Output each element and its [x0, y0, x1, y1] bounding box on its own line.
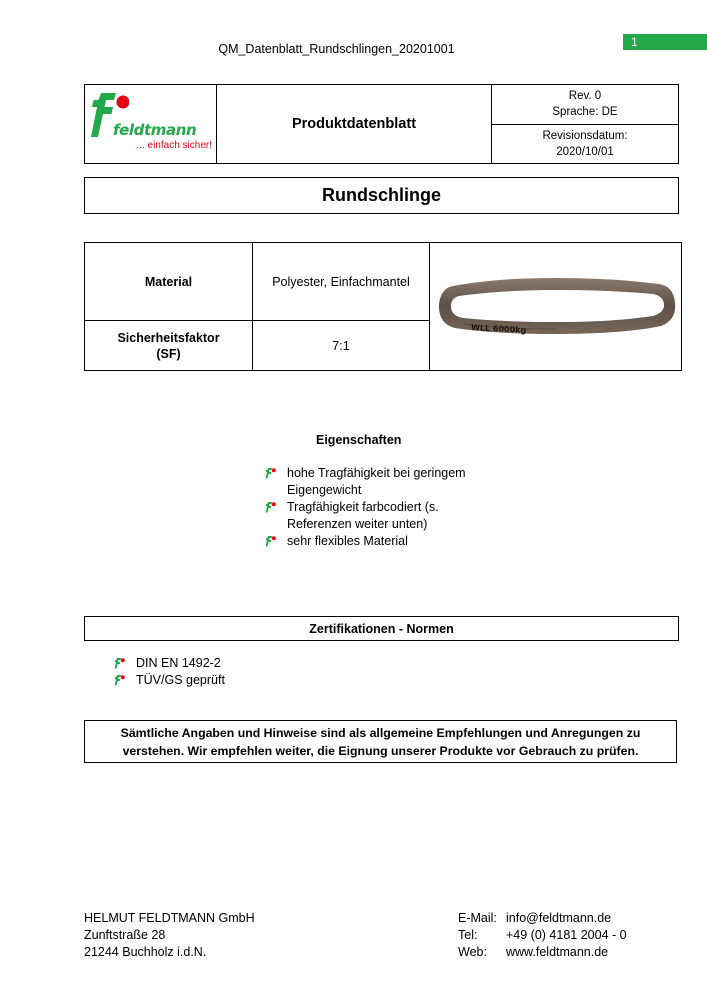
city: 21244 Buchholz i.d.N. [84, 945, 207, 959]
material-value: Polyester, Einfachmantel [272, 274, 410, 289]
certifications-heading: Zertifikationen - Normen [84, 616, 679, 641]
revision-date-label: Revisionsdatum: [542, 129, 628, 142]
website-link[interactable]: www.feldtmann.de [506, 945, 609, 959]
logo-brand-text: feldtmann [113, 121, 197, 139]
certifications-list [114, 655, 314, 689]
list-item: Tragfähigkeit farbcodiert (s. Referenzen weiter unten) [265, 499, 505, 533]
company-address [84, 910, 255, 961]
phone-number: +49 (0) 4181 2004 - 0 [506, 928, 627, 942]
disclaimer: Sämtliche Angaben und Hinweise sind als allgemeine Empfehlungen und Anregungen zu verstehen. Wir empfehlen weiter, die Eignung unserer Produkte vor Gebrauch zu prüfen. [84, 720, 677, 763]
rev-cell [492, 85, 678, 124]
spec-table [84, 242, 682, 371]
web-label: Web: [458, 945, 487, 959]
list-item: sehr flexibles Material [265, 533, 505, 550]
list-item: DIN EN 1492-2 [114, 655, 314, 672]
product-title: Rundschlinge [84, 177, 679, 214]
feldtmann-bullet-icon [114, 657, 125, 669]
feldtmann-bullet-icon [114, 674, 125, 686]
tel-label: Tel: [458, 928, 478, 942]
revision-date: 2020/10/01 [556, 145, 614, 158]
street: Zunftstraße 28 [84, 928, 166, 942]
header-table [84, 84, 679, 164]
material-label: Material [144, 274, 193, 289]
properties-heading: Eigenschaften [316, 433, 402, 447]
logo-tagline: ... einfach sicher! [136, 140, 212, 151]
properties-list [265, 465, 505, 550]
document-type-title: Produktdatenblatt [217, 85, 492, 163]
list-item: TÜV/GS geprüft [114, 672, 314, 689]
revision-number: Rev. 0 [568, 90, 602, 103]
page-number-badge: 1 [623, 34, 707, 50]
revision-date-cell [492, 124, 678, 164]
round-sling-image [433, 272, 679, 342]
feldtmann-bullet-icon [265, 535, 276, 547]
email-link[interactable]: info@feldtmann.de [506, 911, 612, 925]
safety-factor-label: Sicherheitsfaktor (SF) [117, 331, 220, 361]
product-image [430, 243, 682, 371]
revision-info [492, 85, 678, 163]
feldtmann-bullet-icon [265, 501, 276, 513]
list-item: hohe Tragfähigkeit bei geringem Eigengewicht [265, 465, 505, 499]
language: Sprache: DE [552, 106, 618, 119]
document-id: QM_Datenblatt_Rundschlingen_20201001 [218, 42, 455, 56]
company-logo [85, 85, 217, 163]
contact-info [458, 910, 627, 961]
svg-text:WLL 6000kg: WLL 6000kg [470, 323, 527, 335]
feldtmann-bullet-icon [265, 467, 276, 479]
company-name: HELMUT FELDTMANN GmbH [84, 911, 255, 925]
safety-factor-value: 7:1 [332, 339, 350, 353]
email-label: E-Mail: [458, 911, 497, 925]
